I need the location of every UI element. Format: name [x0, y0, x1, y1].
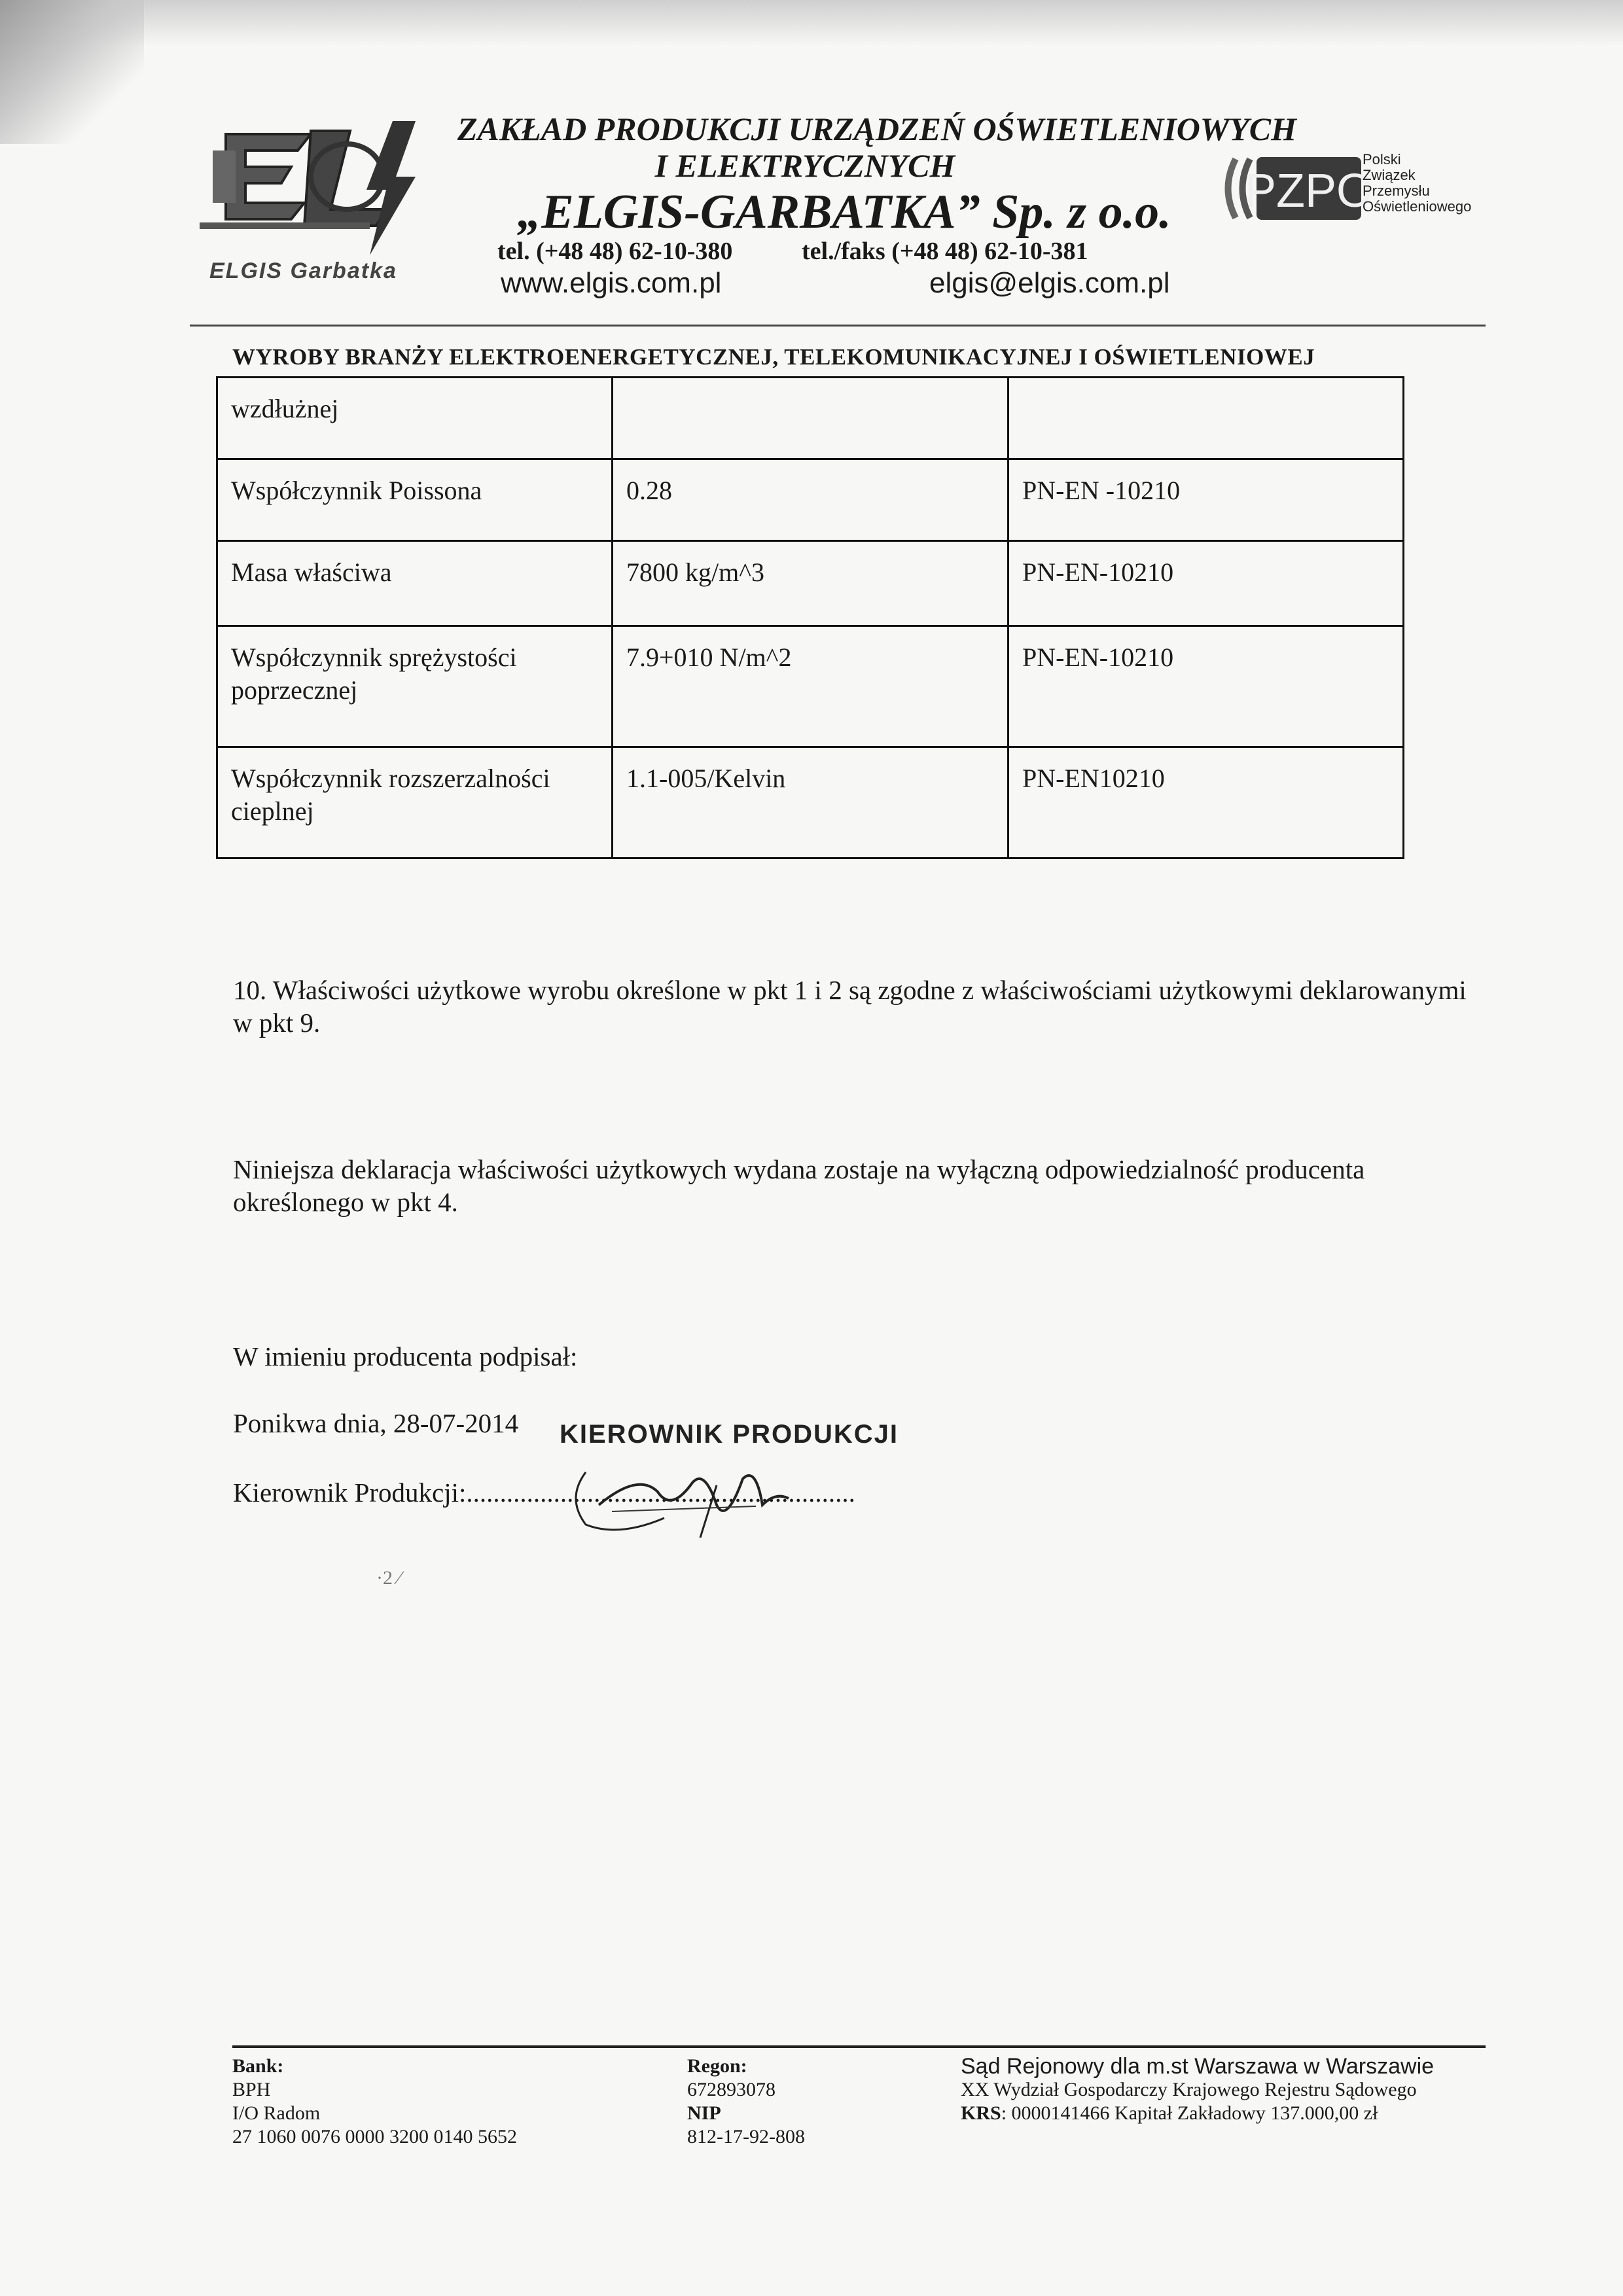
standard-cell: [1008, 378, 1404, 459]
footer-regon: [687, 2055, 805, 2149]
company-name: „ELGIS-GARBATKA” Sp. z o.o.: [517, 185, 1171, 239]
bank-account: 27 1060 0076 0000 3200 0140 5652: [232, 2126, 517, 2147]
production-manager-stamp: KIEROWNIK PRODUKCJI: [560, 1420, 899, 1449]
company-line-2: I ELEKTRYCZNYCH: [654, 147, 955, 184]
pzpo-mark: PZPO: [1244, 165, 1374, 217]
footer-court: [961, 2055, 1434, 2125]
bank-label: Bank:: [232, 2055, 284, 2077]
nip-number: 812-17-92-808: [687, 2126, 805, 2147]
value-cell: 7.9+010 N/m^2: [613, 626, 1008, 747]
fax-number: tel./faks (+48 48) 62-10-381: [802, 238, 1088, 265]
header-divider: [190, 325, 1486, 327]
value-cell: 7800 kg/m^3: [613, 541, 1008, 626]
phone-number: tel. (+48 48) 62-10-380: [497, 238, 733, 265]
pzpo-caption-line: Związek: [1363, 167, 1416, 183]
property-cell: Współczynnik rozszerzalności cieplnej: [217, 747, 613, 858]
property-cell: Masa właściwa: [217, 541, 613, 626]
declaration-paragraph: Niniejsza deklaracja właściwości użytkowych wydana zostaje na wyłączną odpowiedzialność producenta określonego w pkt 4.: [233, 1154, 1365, 1217]
signed-on-behalf: W imieniu producenta podpisał:: [233, 1341, 578, 1371]
regon-number: 672893078: [687, 2079, 776, 2100]
properties-table: [216, 376, 1404, 859]
pzpo-logo: [1217, 149, 1381, 228]
signature: [560, 1446, 821, 1538]
court-line-1: Sąd Rejonowy dla m.st Warszawa w Warszawie: [961, 2054, 1435, 2079]
nip-label: NIP: [687, 2102, 721, 2124]
logo-caption: ELGIS Garbatka: [209, 258, 397, 283]
pzpo-caption: [1363, 152, 1471, 215]
table-row: [217, 378, 1404, 459]
scan-artifact: ·2 ⁄: [376, 1567, 401, 1589]
value-cell: [613, 378, 1008, 459]
property-cell: Współczynnik sprężystości poprzecznej: [217, 626, 613, 747]
regon-label: Regon:: [687, 2055, 747, 2077]
value-cell: 1.1-005/Kelvin: [613, 747, 1008, 858]
bank-branch: I/O Radom: [232, 2102, 321, 2124]
industry-banner: WYROBY BRANŻY ELEKTROENERGETYCZNEJ, TELEKOMUNIKACYJNEJ I OŚWIETLENIOWEJ: [232, 344, 1315, 370]
court-line-2: XX Wydział Gospodarczy Krajowego Rejestru Sądowego: [961, 2079, 1417, 2100]
paragraph-10: 10. Właściwości użytkowe wyrobu określone w pkt 1 i 2 są zgodne z właściwościami użytkowymi deklarowanymi w pkt 9.: [233, 975, 1467, 1038]
footer-bank: [232, 2055, 517, 2149]
company-line-1: ZAKŁAD PRODUKCJI URZĄDZEŃ OŚWIETLENIOWYCH: [457, 111, 1297, 147]
website-link: www.elgis.com.pl: [501, 267, 722, 299]
standard-cell: PN-EN -10210: [1008, 459, 1404, 541]
table-row: [217, 626, 1404, 747]
standard-cell: PN-EN-10210: [1008, 541, 1404, 626]
pzpo-caption-line: Polski: [1363, 151, 1401, 168]
bank-name: BPH: [232, 2079, 271, 2100]
pzpo-caption-line: Oświetleniowego: [1363, 198, 1472, 215]
table-row: [217, 459, 1404, 541]
value-cell: 0.28: [613, 459, 1008, 541]
scan-shading-top: [0, 0, 1623, 46]
property-cell: wzdłużnej: [217, 378, 613, 459]
date-line: Ponikwa dnia, 28-07-2014: [233, 1408, 519, 1438]
scan-shading-corner: [0, 0, 144, 144]
pzpo-caption-line: Przemysłu: [1363, 183, 1430, 199]
email-link: elgis@elgis.com.pl: [929, 267, 1170, 299]
property-cell: Współczynnik Poissona: [217, 459, 613, 541]
manager-line: Kierownik Produkcji:..........................................................: [233, 1477, 855, 1508]
standard-cell: PN-EN10210: [1008, 747, 1404, 858]
table-row: [217, 747, 1404, 858]
krs-label: KRS: [961, 2102, 1001, 2124]
footer-divider: [232, 2045, 1486, 2048]
krs-line: : 0000141466 Kapitał Zakładowy 137.000,00 zł: [1001, 2102, 1378, 2124]
table-row: [217, 541, 1404, 626]
standard-cell: PN-EN-10210: [1008, 626, 1404, 747]
